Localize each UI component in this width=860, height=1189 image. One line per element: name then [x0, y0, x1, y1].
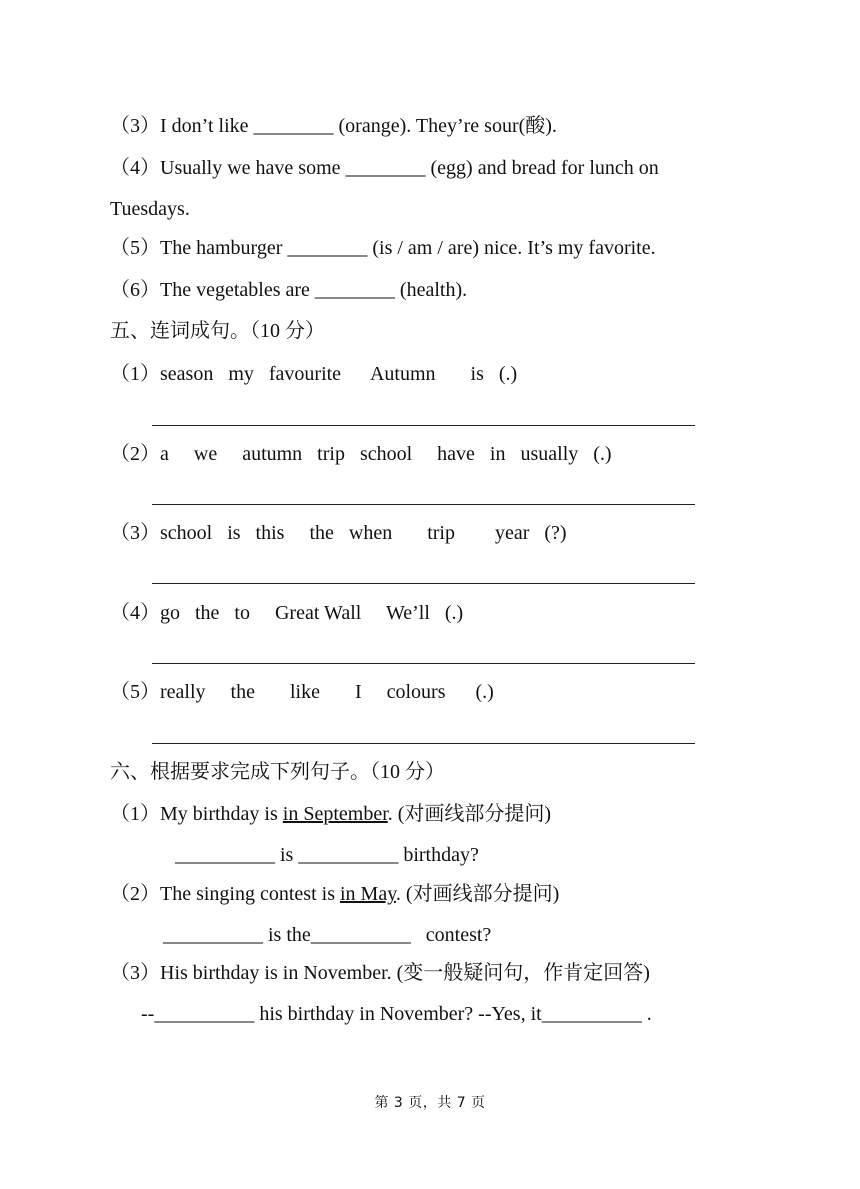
fill-q3: （3）I don’t like ________ (orange). They’re sour(酸). [110, 115, 557, 137]
section5-item-3: （3）school is this the when trip year (?) [110, 522, 567, 544]
section6-q2 [110, 882, 559, 906]
answer-line-2[interactable] [152, 504, 695, 505]
section5-item-1: （1）season my favourite Autumn is (.) [110, 363, 518, 385]
section6-q1-prefix: （1）My birthday is [110, 803, 283, 825]
fill-q5: （5）The hamburger ________ (is / am / are) nice. It’s my favorite. [110, 237, 656, 259]
section5-item-4: （4）go the to Great Wall We’ll (.) [110, 602, 464, 624]
section6-q2-prefix: （2）The singing contest is [110, 883, 340, 905]
fill-q4-line2: Tuesdays. [110, 198, 190, 220]
section6-q3: （3）His birthday is in November. (变一般疑问句，作肯定回答) [110, 962, 650, 984]
fill-q4-line1: （4）Usually we have some ________ (egg) and bread for lunch on [110, 157, 659, 179]
section6-q2-underlined: in May [339, 883, 396, 905]
section6-q2-answer[interactable]: __________ is the__________ contest? [163, 924, 492, 946]
section6-q1-answer[interactable]: __________ is __________ birthday? [175, 844, 479, 866]
section6-title: 六、根据要求完成下列句子。（10 分） [110, 761, 445, 783]
section6-q1-underlined: in September [282, 803, 388, 825]
section5-item-2: （2）a we autumn trip school have in usually (.) [110, 443, 612, 465]
section6-q1-suffix: . (对画线部分提问) [387, 803, 552, 825]
section6-q1 [110, 802, 551, 826]
section6-q3-answer[interactable]: --__________ his birthday in November? --Yes, it__________ . [141, 1003, 652, 1025]
answer-line-3[interactable] [152, 583, 695, 584]
section6-q2-suffix: . (对画线部分提问) [395, 883, 560, 905]
section5-item-5: （5）really the like I colours (.) [110, 681, 494, 703]
answer-line-5[interactable] [152, 743, 695, 744]
section5-title: 五、连词成句。（10 分） [110, 320, 325, 342]
page-footer: 第 3 页，共 7 页 [374, 1095, 486, 1111]
answer-line-4[interactable] [152, 663, 695, 664]
fill-q6: （6）The vegetables are ________ (health). [110, 279, 468, 301]
answer-line-1[interactable] [152, 425, 695, 426]
